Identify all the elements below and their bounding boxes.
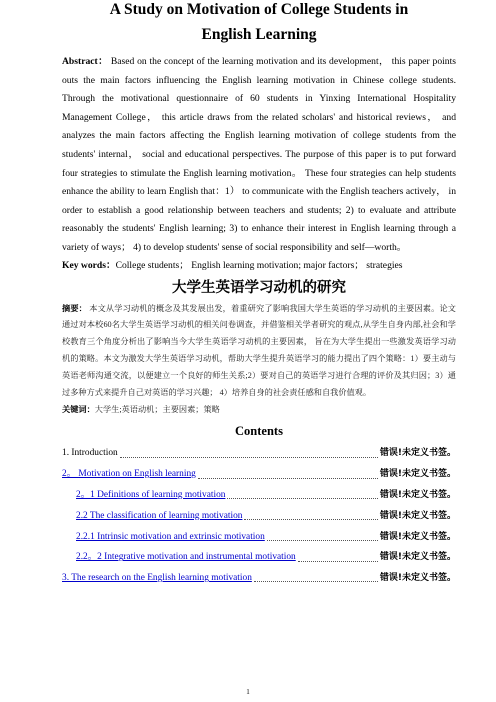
abstract-text: Based on the concept of the learning motivation and its development， this paper points outs the main factors influencing the English learning motivation in Chinese college students. Through the motivational questionnaire of 60 students in Yinxing International Hospitality Management College， this article draws from the related scholars' and historical reviews， and analyzes the main factors affecting the English learning motivation of college students from the students' internal， social and educational perspectives. The purpose of this paper is to put forward four strategies to stimulate the English learning motivation。 These four strategies can help students enhance the ability to learn English that：1） to communicate with the English teachers actively， in order to establish a good relationship between teachers and students; 2) to evaluate and attribute reasonably the students' English learning; 3) to enhance their interest in English learning through a variety of ways； 4) to develop students' sense of social responsibility and self—worth。 <box>62 56 456 253</box>
toc-entry-link[interactable]: 3. The research on the English learning motivation <box>62 573 252 584</box>
toc-entry-error: 错误!未定义书签。 <box>379 489 456 500</box>
title-line-2: English Learning <box>201 26 317 43</box>
toc-leader-dots <box>120 456 378 458</box>
toc-entry-link[interactable]: 2。1 Definitions of learning motivation <box>76 489 226 500</box>
toc-entry-link[interactable]: 2.2。2 Integrative motivation and instrumental motivation <box>76 552 296 563</box>
toc-entry-error: 错误!未定义书签。 <box>379 510 456 521</box>
keywords-label: Key words： <box>62 259 116 271</box>
toc-entry-link[interactable]: 2。 Motivation on English learning <box>62 469 196 480</box>
abstract-label: Abstract： <box>62 56 109 67</box>
toc-leader-dots <box>267 539 378 541</box>
toc-leader-dots <box>227 497 377 499</box>
chinese-abstract-paragraph <box>62 301 456 402</box>
table-of-contents <box>62 443 456 589</box>
toc-leader-dots <box>198 477 378 479</box>
chinese-title: 大学生英语学习动机的研究 <box>172 279 346 296</box>
toc-entry-error: 错误!未定义书签。 <box>379 552 456 563</box>
toc-leader-dots <box>244 518 377 520</box>
toc-entry[interactable] <box>62 443 456 464</box>
toc-entry[interactable] <box>62 527 456 548</box>
contents-heading: Contents <box>235 424 283 439</box>
chinese-abstract-label: 摘要： <box>62 303 88 313</box>
chinese-keywords-label: 关键词： <box>62 405 95 415</box>
toc-entry[interactable] <box>62 506 456 527</box>
toc-entry-label: 1. Introduction <box>62 448 118 459</box>
chinese-keywords-text: 大学生;英语动机；主要因素；策略 <box>94 405 220 415</box>
toc-entry-error: 错误!未定义书签。 <box>379 531 456 542</box>
toc-entry[interactable] <box>62 485 456 506</box>
toc-entry-link[interactable]: 2.2 The classification of learning motivation <box>76 510 243 521</box>
toc-leader-dots <box>254 580 378 582</box>
toc-entry-error: 错误!未定义书签。 <box>379 469 456 480</box>
toc-entry-error: 错误!未定义书签。 <box>379 448 456 459</box>
toc-entry[interactable] <box>62 547 456 568</box>
page-number: 1 <box>246 688 250 696</box>
chinese-abstract-text: 本文从学习动机的概念及其发展出发，着重研究了影响我国大学生英语的学习动机的主要因素。论文通过对本校60名大学生英语学习动机的相关问卷调查，并借鉴相关学者研究的观点,从学生自身内部,社会和学校教育三个角度分析出了影响当今大学生英语学习动机的主要因素， 旨在为大学生提出一些激发英语学习动机的策略。本文为激发大学生英语学习动机，帮助大学生提升英语学习的能力提出了四个策略：1）要主动与英语老师沟通交流，以便建立一个良好的师生关系;2）要对自己的英语学习进行合理的评价及其归因；3）通过多种方式来提升自己对英语的学习兴趣； 4）培养自身的社会责任感和自我价值观。 <box>62 303 456 397</box>
toc-entry[interactable] <box>62 568 456 589</box>
toc-leader-dots <box>298 560 378 562</box>
toc-entry-link[interactable]: 2.2.1 Intrinsic motivation and extrinsic motivation <box>76 531 265 542</box>
abstract-paragraph <box>62 53 456 258</box>
keywords-line <box>62 258 456 274</box>
toc-entry[interactable] <box>62 464 456 485</box>
title-line-1: A Study on Motivation of College Students in <box>109 1 409 18</box>
keywords-text: College students； English learning motivation; major factors； strategies <box>115 259 403 271</box>
toc-entry-error: 错误!未定义书签。 <box>379 573 456 584</box>
chinese-keywords-line <box>62 403 456 417</box>
